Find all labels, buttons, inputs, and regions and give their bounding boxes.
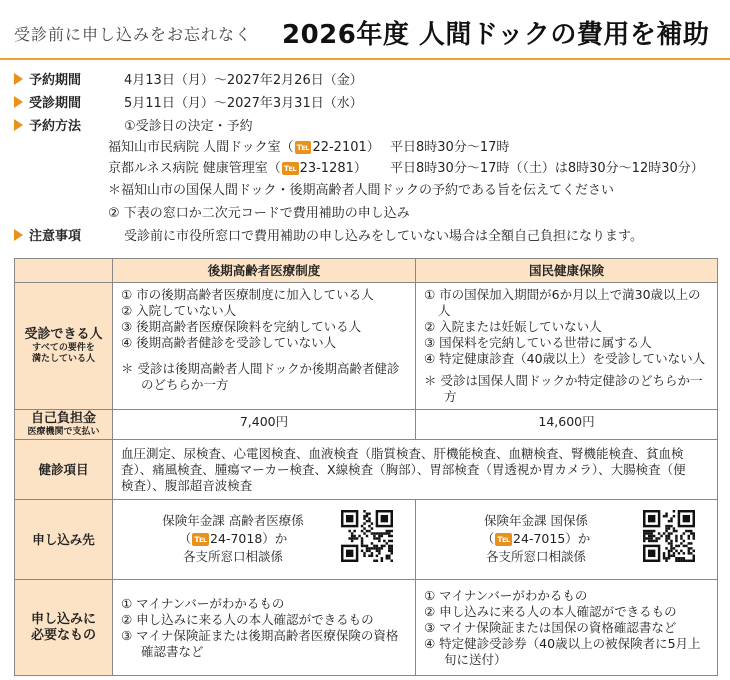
apply-national: 保険年金課 国保係 （ ℡ 24-7015）か 各支所窓口相談係 — [416, 500, 718, 580]
eligible-late-elderly: ① 市の後期高齢者医療制度に加入している人 ② 入院していない人 ③ 後期高齢者医療保険料を完納している人 ④ 後期高齢者健診を受診していない人 ＊ 受診は後期高齢者人間ドックか後期高齢者健診 のどちらか一方 — [113, 283, 416, 410]
hospital-1-name: 福知山市民病院 人間ドック室（ — [108, 140, 294, 155]
tel-icon: ℡ — [296, 142, 310, 153]
subsidy-table — [14, 258, 718, 676]
header-subtitle: 受診前に申し込みをお忘れなく — [14, 25, 253, 44]
caution-value: 受診前に市役所窓口で費用補助の申し込みをしていない場合は全額自己負担になります。 — [124, 229, 643, 244]
header-divider — [0, 58, 730, 60]
row-header-apply-to: 申し込み先 — [15, 500, 113, 580]
reservation-note: ＊福知山市の国保人間ドック・後期高齢者人間ドックの予約である旨を伝えてください — [108, 183, 614, 198]
arrow-icon — [14, 96, 23, 108]
row-header-cost: 自己負担金 医療機関で支払い — [15, 410, 113, 440]
required-national: ① マイナンバーがわかるもの ② 申し込みに来る人の本人確認ができるもの ③ マイナ保険証または国保の資格確認書など ④ 特定健診受診券（40歳以上の被保険者に5月上 旬に送付） — [416, 580, 718, 676]
reservation-method-label: 予約方法 — [29, 119, 82, 134]
exam-items: 血圧測定、尿検査、心電図検査、血液検査（脂質検査、肝機能検査、血糖検査、腎機能検査、貧血検 査）、痛風検査、腫瘍マーカー検査、X線検査（胸部）、胃部検査（胃透視か胃カメラ）、大腸検査（便 検査）、腹部超音波検査 — [113, 440, 718, 500]
hospital-2-tel: 23-1281） — [299, 161, 367, 176]
table-row — [15, 283, 718, 410]
reservation-period-value: 4月13日（月）～2027年2月26日（金） — [124, 73, 363, 88]
eligible-national: ① 市の国保加入期間が6か月以上で満30歳以上の 人 ② 入院または妊娠していない人 ③ 国保料を完納している世帯に属する人 ④ 特定健康診査（40歳以上）を受診していない人 ＊ 受診は国保人間ドックか特定健診のどちらか一 方 — [416, 283, 718, 410]
arrow-icon — [14, 119, 23, 131]
tel-icon: ℡ — [497, 534, 511, 545]
hospital-1-hours: 平日8時30分～17時 — [390, 140, 510, 155]
cost-late-elderly: 7,400円 — [113, 410, 416, 440]
cost-national: 14,600円 — [416, 410, 718, 440]
page-title: 2026年度 人間ドックの費用を補助 — [282, 20, 710, 50]
row-header-eligible: 受診できる人 すべての要件を 満たしている人 — [15, 283, 113, 410]
reservation-step2: ② 下表の窓口か二次元コードで費用補助の申し込み — [108, 206, 410, 221]
apply-late-elderly: 保険年金課 高齢者医療係 （ ℡ 24-7018）か 各支所窓口相談係 — [113, 500, 416, 580]
hospital-1-tel: 22-2101） — [312, 140, 380, 155]
header — [0, 0, 730, 64]
tel-icon: ℡ — [283, 163, 297, 174]
reservation-step1: ①受診日の決定・予約 — [124, 119, 253, 134]
arrow-icon — [14, 229, 23, 241]
caution-label: 注意事項 — [29, 229, 82, 244]
row-header-items: 健診項目 — [15, 440, 113, 500]
hospital-2-name: 京都ルネス病院 健康管理室（ — [108, 161, 281, 176]
required-late-elderly: ① マイナンバーがわかるもの ② 申し込みに来る人の本人確認ができるもの ③ マイナ保険証または後期高齢者医療保険の資格 確認書など — [113, 580, 416, 676]
tel-icon: ℡ — [194, 534, 208, 545]
qr-code-icon[interactable] — [643, 510, 695, 562]
hospital-2-hours: 平日8時30分～17時（（土）は8時30分～12時30分） — [390, 161, 704, 176]
table-row — [15, 440, 718, 500]
col-header-late-elderly: 後期高齢者医療制度 — [113, 259, 416, 283]
row-header-required: 申し込みに 必要なもの — [15, 580, 113, 676]
exam-period-label: 受診期間 — [29, 96, 82, 111]
qr-code-icon[interactable] — [341, 510, 393, 562]
hospital-2 — [108, 159, 704, 179]
table-corner — [15, 259, 113, 283]
table-row — [15, 500, 718, 580]
exam-period-value: 5月11日（月）～2027年3月31日（水） — [124, 96, 363, 111]
arrow-icon — [14, 73, 23, 85]
table-row — [15, 410, 718, 440]
hospital-1 — [108, 138, 510, 158]
table-row — [15, 580, 718, 676]
reservation-period-label: 予約期間 — [29, 73, 82, 88]
col-header-national: 国民健康保険 — [416, 259, 718, 283]
